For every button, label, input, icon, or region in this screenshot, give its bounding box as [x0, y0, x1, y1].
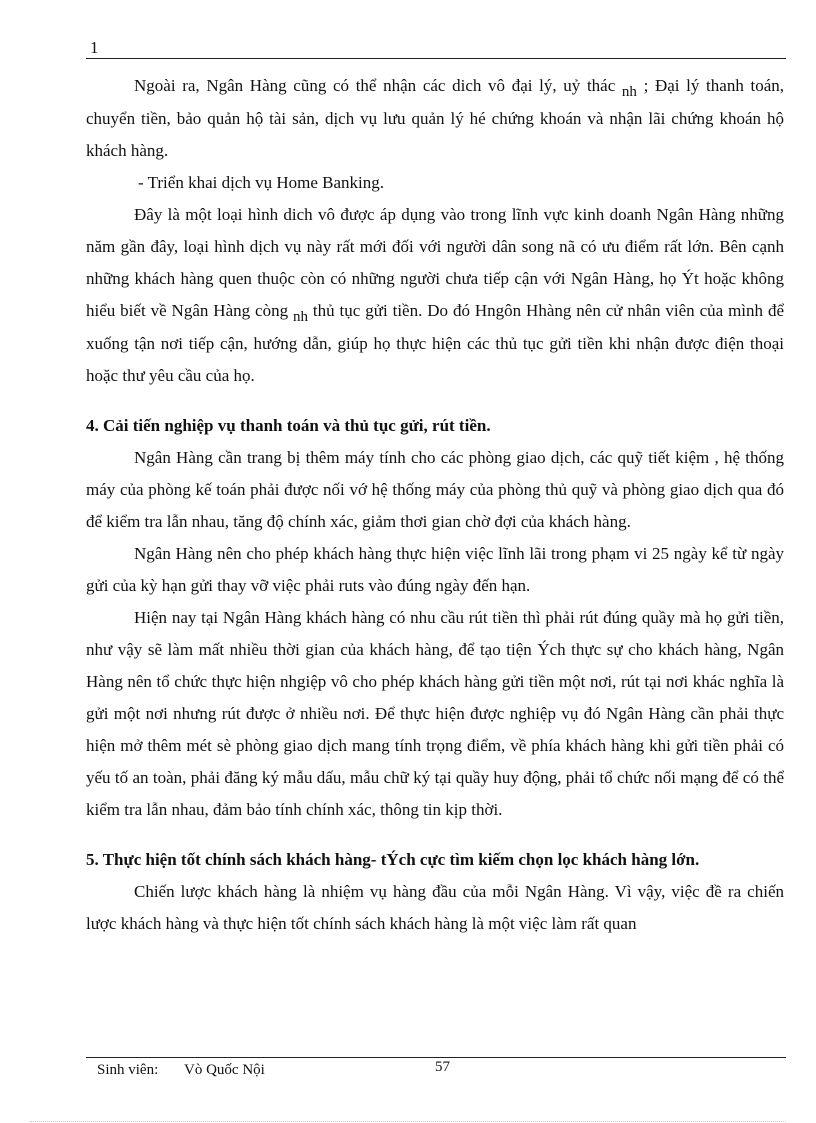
paragraph-text: thủ tục gửi tiền. Do đó Hngôn Hhàng nên cử nhân viên của mình để xuống tận nơi tiếp cận, hướng dẫn, giúp họ thực hiện các thủ tục gửi tiền khi nhận được điện thoại hoặc thư yêu cầu của họ.	[86, 301, 784, 385]
subscript-fragment: nh	[621, 84, 637, 100]
header-page-label: 1	[90, 38, 99, 57]
footer-rule	[86, 1057, 786, 1058]
footer-student-label: Sinh viên:	[97, 1062, 159, 1078]
section-heading-4: 4. Cải tiến nghiệp vụ thanh toán và thủ tục gửi, rút tiền.	[86, 416, 491, 435]
paragraph-customer-strategy: Chiến lược khách hàng là nhiệm vụ hàng đầu của mỗi Ngân Hàng. Vì vậy, việc đề ra chiến lược khách hàng và thực hiện tốt chính sách khách hàng là một việc làm rất quan	[86, 882, 784, 933]
footer-student-name: Vò Quốc Nội	[184, 1062, 265, 1078]
bullet-home-banking: - Triển khai dịch vụ Home Banking.	[138, 173, 385, 192]
paragraph-services	[86, 70, 784, 167]
paragraph-text: Đây là một loại hình dich vô được áp dụng vào trong lĩnh vực kinh doanh Ngân Hàng những năm gần đây, loại hình dịch vụ này rất mới đối với người dân song nã có ưu điểm rất lớn. Bên cạnh những khách hàng quen thuộc còn có những người chưa tiếp cận với Ngân Hàng, họ Ýt hoặc không hiểu biết về Ngân Hàng còng	[86, 205, 784, 320]
paragraph-withdrawal: Hiện nay tại Ngân Hàng khách hàng có nhu cầu rút tiền thì phải rút đúng quầy mà họ gửi tiền, như vậy sẽ làm mất nhiều thời gian của khách hàng, để tạo tiện Ých thực sự cho khách hàng, Ngân Hàng nên tổ chức thực hiện nhgiệp vô cho phép khách hàng gửi tiền một nơi, rút tại nơi khác nghĩa là gửi một nơi nhưng rút được ở nhiều nơi. Để thực hiện được nghiệp vụ đó Ngân Hàng cần phải thực hiện mở thêm mét sè phòng giao dịch mang tính trọng điểm, về phía khách hàng khi gửi tiền phải có yếu tố an toàn, phải đăng ký mẫu dấu, mẫu chữ ký tại quầy huy động, phải tổ chức nối mạng để có thể kiểm tra lẫn nhau, đảm bảo tính chính xác, thông tin kịp thời.	[86, 608, 784, 819]
paragraph-home-banking	[86, 199, 784, 392]
subscript-fragment: nh	[293, 309, 308, 325]
paragraph-text: ; Đại lý thanh toán, chuyển tiền, bảo quản hộ tài sản, dịch vụ lưu quản lý hé chứng khoán và nhận lãi chứng khoán hộ khách hàng.	[86, 76, 785, 160]
header-rule	[86, 58, 786, 59]
document-body	[86, 70, 784, 940]
section-heading-5: 5. Thực hiện tốt chính sách khách hàng- tÝch cực tìm kiếm chọn lọc khách hàng lớn.	[86, 850, 700, 869]
paragraph-interest: Ngân Hàng nên cho phép khách hàng thực hiện việc lĩnh lãi trong phạm vi 25 ngày kể từ ngày gửi của kỳ hạn gửi thay vỡ việc phải ruts vào đúng ngày đến hạn.	[86, 544, 784, 595]
page-edge-divider	[30, 1121, 786, 1122]
paragraph-equipment: Ngân Hàng cần trang bị thêm máy tính cho các phòng giao dịch, các quỹ tiết kiệm , hệ thống máy của phòng kế toán phải được nối vớ hệ thống máy của phòng thủ quỹ và phòng giao dịch qua đó để kiểm tra lẫn nhau, tăng độ chính xác, giảm thơi gian chờ đợi của khách hàng.	[86, 448, 784, 531]
paragraph-text: Ngoài ra, Ngân Hàng cũng có thể nhận các dich vô đại lý, uỷ thác	[134, 76, 622, 95]
footer-page-number: 57	[435, 1059, 450, 1075]
